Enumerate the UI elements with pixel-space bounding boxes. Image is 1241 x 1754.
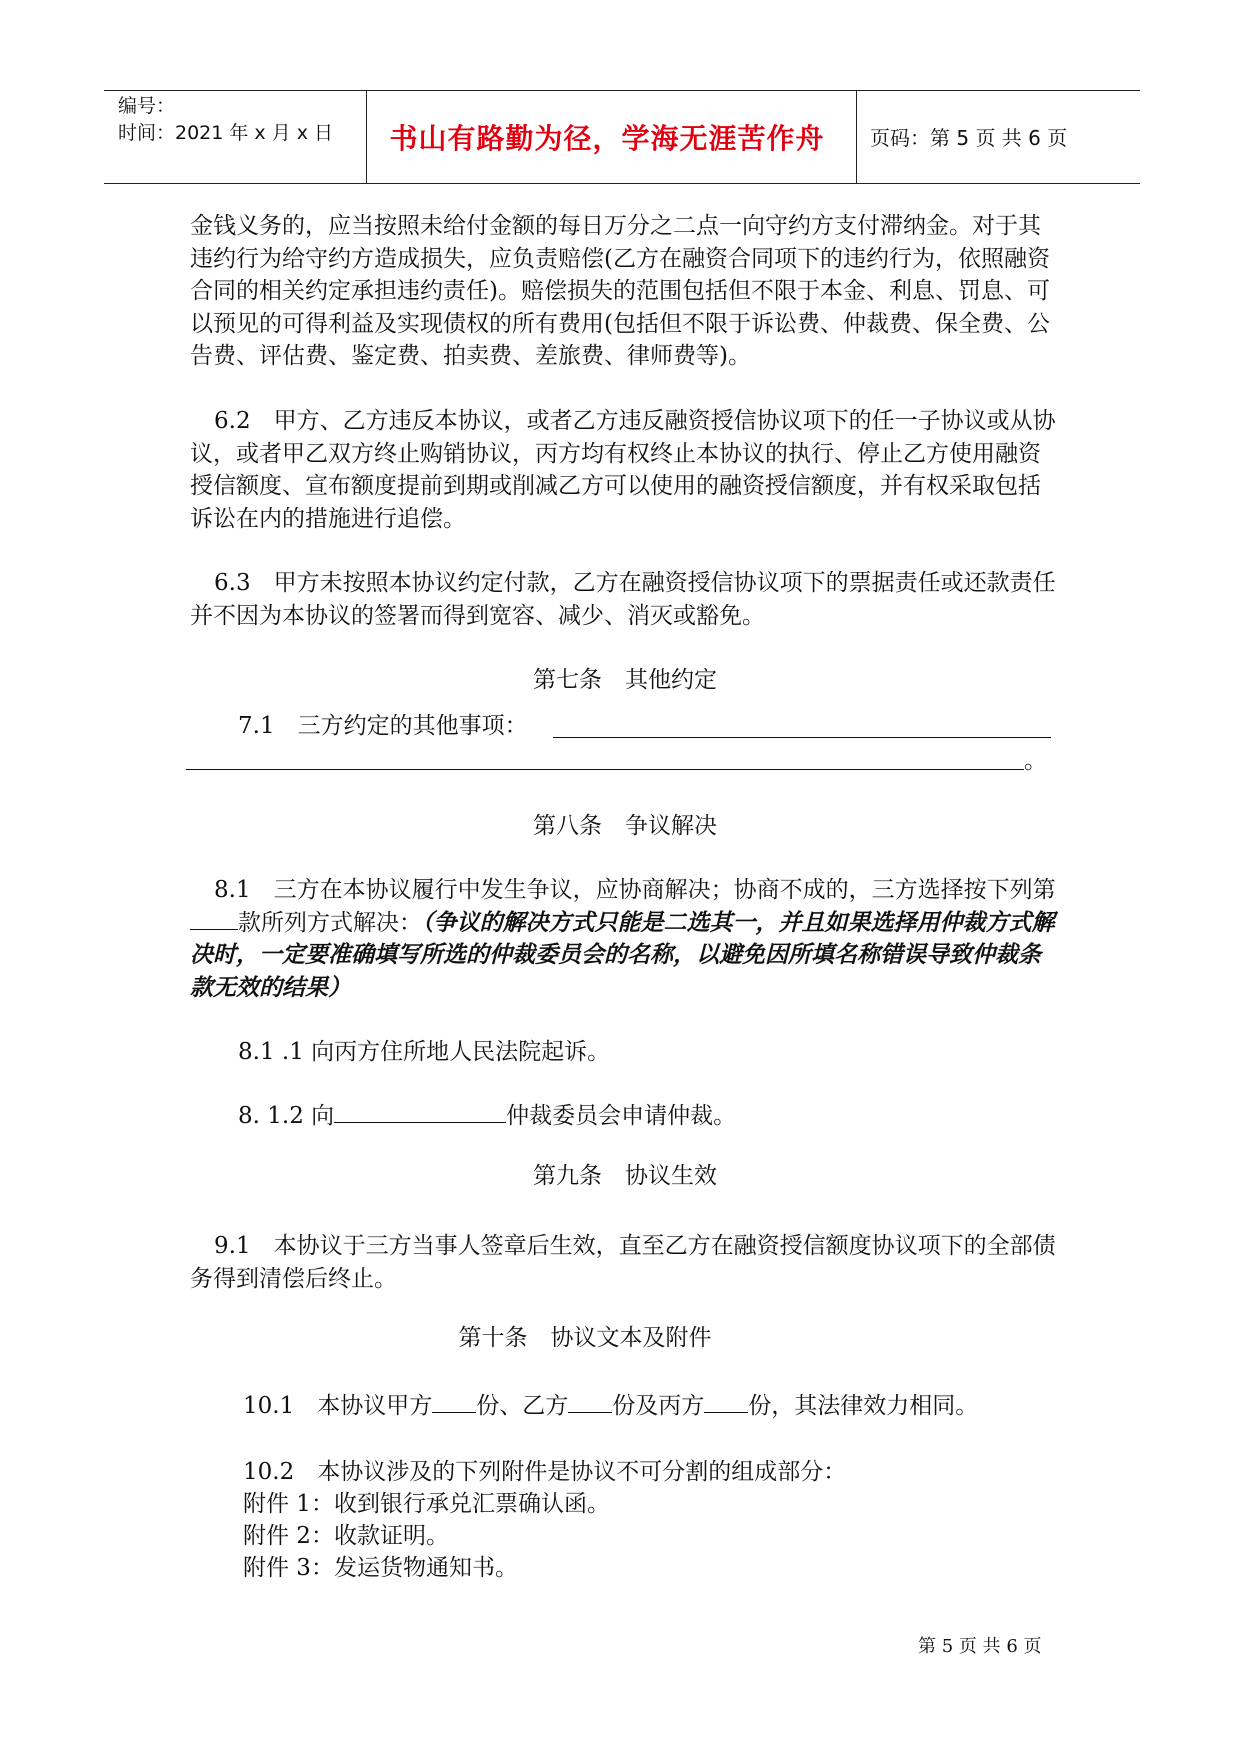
fill-blank-line <box>186 769 1024 770</box>
clause-6-3: 6.3 甲方未按照本协议约定付款，乙方在融资授信协议项下的票据责任或还款责任并不因为本协议的签署而得到宽容、减少、消灭或豁免。 <box>190 570 1056 629</box>
clause-8-1-2 <box>238 1100 1108 1133</box>
clause-10-1 <box>243 1390 1113 1423</box>
clause-10-1-text-d: 份，其法律效力相同。 <box>748 1393 979 1419</box>
page-header <box>104 90 1140 184</box>
clause-8-1-text-a: 8.1 三方在本协议履行中发生争议，应协商解决；协商不成的，三方选择按下列第 <box>214 877 1056 903</box>
fill-blank-line <box>432 1390 476 1413</box>
article-10-heading: 第十条 协议文本及附件 <box>458 1325 712 1351</box>
header-divider <box>856 91 857 183</box>
fill-blank-line <box>334 1100 506 1123</box>
paragraph-continuation: 金钱义务的，应当按照未给付金额的每日万分之二点一向守约方支付滞纳金。对于其违约行为给守约方造成损失，应负责赔偿(乙方在融资合同项下的违约行为，依照融资合同的相关约定承担违约责任)。赔偿损失的范围包括但不限于本金、利息、罚息、可以预见的可得利益及实现债权的所有费用(包括但不限于诉讼费、仲裁费、保全费、公告费、评估费、鉴定费、拍卖费、差旅费、律师费等)。 <box>190 213 1050 369</box>
clause-6-2: 6.2 甲方、乙方违反本协议，或者乙方违反融资授信协议项下的任一子协议或从协议，或者甲乙双方终止购销协议，丙方均有权终止本协议的执行、停止乙方使用融资授信额度、宣布额度提前到期或削减乙方可以使用的融资授信额度，并有权采取包括诉讼在内的措施进行追偿。 <box>190 408 1056 532</box>
clause-10-1-text-b: 份、乙方 <box>476 1393 569 1419</box>
clause-8-1-1: 8.1 .1 向丙方住所地人民法院起诉。 <box>238 1039 611 1065</box>
fill-blank-line <box>190 907 238 930</box>
fill-blank-line <box>553 737 1051 738</box>
clause-8-1-text-b: 款所列方式解决： <box>238 909 422 936</box>
clause-7-1: 7.1 三方约定的其他事项： <box>238 713 528 739</box>
clause-7-1-end: 。 <box>1024 748 1047 774</box>
attachment-1: 附件 1：收到银行承兑汇票确认函。 <box>243 1491 610 1517</box>
clause-8-1-2-text-b: 仲裁委员会申请仲裁。 <box>506 1103 737 1129</box>
time-label: 时间：2021 年 x 月 x 日 <box>118 122 334 144</box>
page-footer: 第 5 页 共 6 页 <box>918 1636 1042 1657</box>
article-9-heading: 第九条 协议生效 <box>533 1163 717 1189</box>
fill-blank-line <box>568 1390 612 1413</box>
header-meta <box>118 93 333 147</box>
clause-10-1-text-a: 10.1 本协议甲方 <box>243 1393 433 1419</box>
attachment-2: 附件 2：收款证明。 <box>243 1523 449 1549</box>
clause-9-1: 9.1 本协议于三方当事人签章后生效，直至乙方在融资授信额度协议项下的全部债务得到清偿后终止。 <box>190 1233 1056 1292</box>
header-page-label: 页码：第 5 页 共 6 页 <box>870 126 1068 150</box>
header-motto: 书山有路勤为径，学海无涯苦作舟 <box>389 122 825 155</box>
article-8-heading: 第八条 争议解决 <box>533 813 717 839</box>
clause-8-1-2-text-a: 8. 1.2 向 <box>238 1103 335 1129</box>
clause-10-1-text-c: 份及丙方 <box>612 1393 705 1419</box>
attachment-3: 附件 3：发运货物通知书。 <box>243 1555 518 1581</box>
clause-8-1 <box>190 874 1060 1004</box>
clause-10-2: 10.2 本协议涉及的下列附件是协议不可分割的组成部分： <box>243 1459 847 1485</box>
fill-blank-line <box>704 1390 748 1413</box>
code-label: 编号： <box>118 95 176 117</box>
article-7-heading: 第七条 其他约定 <box>533 667 717 693</box>
clause-8-1-note: （争议的解决方式只能是二选其一，并且如果选择用仲裁方式解决时，一定要准确填写所选的仲裁委员会的名称，以避免因所填名称错误导致仲裁条款无效的结果） <box>190 909 1055 1001</box>
